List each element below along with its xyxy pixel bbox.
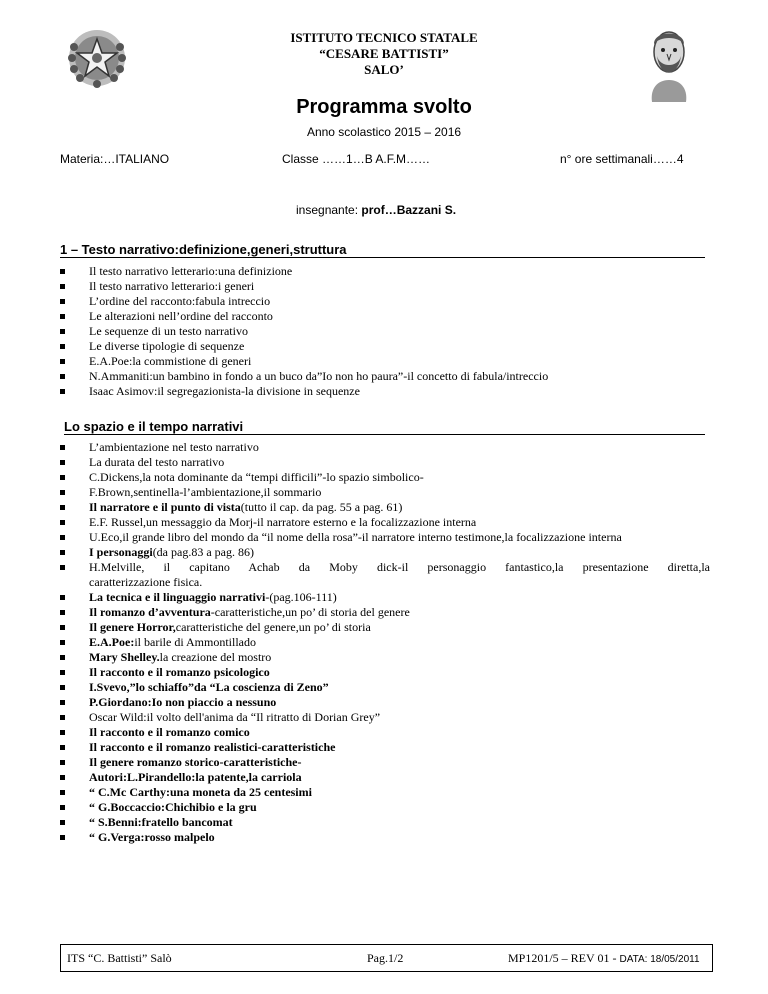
bullet-icon [60,655,65,660]
item-text: H.Melville, il capitano Achab da Moby dick-il personaggio fantastico,la presentazione diretta,la [89,560,710,574]
item-bold-text: Il racconto e il romanzo realistici-caratteristiche [89,740,336,754]
school-year: Anno scolastico 2015 – 2016 [306,125,462,139]
item-text: (tutto il cap. da pag. 55 a pag. 61) [240,500,403,514]
bullet-icon [60,805,65,810]
school-line-3: SALO’ [364,62,404,77]
list-item [60,830,710,845]
item-bold-text: Il narratore e il punto di vista [89,500,241,514]
list-item [60,279,710,294]
list-item [60,354,710,369]
bullet-icon [60,700,65,705]
bullet-icon [60,670,65,675]
bullet-icon [60,269,65,274]
item-text: L’ambientazione nel testo narrativo [89,440,259,454]
school-line-2: “CESARE BATTISTI” [319,46,449,61]
cesare-battisti-portrait-icon [640,22,698,104]
list-item [60,695,710,710]
footer-school: ITS “C. Battisti” Salò [67,951,172,965]
item-text: Le alterazioni nell’ordine del racconto [89,309,273,323]
item-bold-text: Il racconto e il romanzo psicologico [89,665,270,679]
list-item [60,635,710,650]
bullet-icon [60,374,65,379]
footer-date: DATA: 18/05/2011 [619,954,700,965]
bullet-icon [60,535,65,540]
bullet-icon [60,520,65,525]
bullet-icon [60,329,65,334]
footer-page-number: Pag.1/2 [367,951,404,965]
bullet-icon [60,389,65,394]
list-item [60,725,710,740]
section-list [60,440,710,845]
list-item [60,530,710,545]
item-text: Oscar Wild:il volto dell'anima da “Il ritratto di Dorian Grey” [89,710,381,724]
item-text: caratteristiche del genere,un po’ di storia [175,620,371,634]
list-item [60,680,710,695]
list-item [60,770,710,785]
item-text: Le sequenze di un testo narrativo [89,324,248,338]
list-item [60,309,710,324]
list-item [60,815,710,830]
bullet-icon [60,284,65,289]
list-item [60,710,710,725]
bullet-icon [60,314,65,319]
item-bold-text: “ G.Boccaccio:Chichibio e la gru [89,800,257,814]
bullet-icon [60,685,65,690]
item-bold-text: I personaggi [89,545,153,559]
list-item [60,515,710,530]
footer-document-code [508,951,700,966]
list-item [60,605,710,620]
item-bold-text: Il genere romanzo storico-caratteristiche- [89,755,302,769]
bullet-icon [60,760,65,765]
list-item [60,620,710,635]
bullet-icon [60,565,65,570]
list-item [60,369,710,384]
bullet-icon [60,790,65,795]
section-list [60,264,710,399]
list-item [60,485,710,500]
list-item [60,755,710,770]
page-footer [60,944,713,972]
bullet-icon [60,550,65,555]
item-bold-text: “ C.Mc Carthy:una moneta da 25 centesimi [89,785,312,799]
page-title: Programma svolto [296,96,472,118]
item-text: -(pag.106-111) [265,590,337,604]
bullet-icon [60,745,65,750]
item-text: Il testo narrativo letterario:una definizione [89,264,293,278]
bullet-icon [60,715,65,720]
item-text-continued: caratterizzazione fisica. [89,575,203,589]
bullet-icon [60,505,65,510]
item-text: La durata del testo narrativo [89,455,225,469]
item-text: C.Dickens,la nota dominante da “tempi difficili”-lo spazio simbolico- [89,470,424,484]
item-text: N.Ammaniti:un bambino in fondo a un buco da”Io non ho paura”-il concetto di fabula/intreccio [89,369,549,383]
item-text: Il testo narrativo letterario:i generi [89,279,255,293]
item-text: U.Eco,il grande libro del mondo da “il nome della rosa”-il narratore interno testimone,la focalizzazione interna [89,530,622,544]
item-bold-text: Il romanzo d’avventura [89,605,211,619]
list-item [60,294,710,309]
list-item [60,264,710,279]
bullet-icon [60,299,65,304]
italian-republic-emblem-icon [66,27,128,89]
subject-field: Materia:…ITALIANO [60,152,170,166]
item-text: la creazione del mostro [159,650,272,664]
weekly-hours-field: n° ore settimanali……4 [560,152,684,166]
item-bold-text: Il racconto e il romanzo comico [89,725,250,739]
teacher-field [296,203,456,217]
bullet-icon [60,610,65,615]
section-heading: 1 – Testo narrativo:definizione,generi,struttura [60,242,705,258]
list-item [60,800,710,815]
bullet-icon [60,640,65,645]
teacher-label: insegnante: [296,203,362,217]
bullet-icon [60,490,65,495]
list-item [60,590,710,605]
teacher-name: prof…Bazzani S. [361,203,457,217]
item-bold-text: Mary Shelley. [89,650,160,664]
item-text: Le diverse tipologie di sequenze [89,339,245,353]
list-item [60,785,710,800]
item-text: -caratteristiche,un po’ di storia del genere [210,605,410,619]
bullet-icon [60,625,65,630]
item-text: E.A.Poe:la commistione di generi [89,354,252,368]
list-item [60,324,710,339]
bullet-icon [60,460,65,465]
bullet-icon [60,595,65,600]
item-text: L’ordine del racconto:fabula intreccio [89,294,271,308]
item-bold-text: E.A.Poe: [89,635,135,649]
list-item [60,470,710,485]
bullet-icon [60,445,65,450]
list-item [60,455,710,470]
bullet-icon [60,475,65,480]
list-item [60,545,710,560]
list-item [60,440,710,455]
bullet-icon [60,775,65,780]
item-text: il barile di Ammontillado [134,635,256,649]
bullet-icon [60,730,65,735]
bullet-icon [60,820,65,825]
item-bold-text: “ S.Benni:fratello bancomat [89,815,233,829]
list-item [60,500,710,515]
school-line-1: ISTITUTO TECNICO STATALE [290,30,478,45]
list-item [60,665,710,680]
list-item [60,650,710,665]
item-bold-text: P.Giordano:Io non piaccio a nessuno [89,695,277,709]
bullet-icon [60,835,65,840]
section-heading: Lo spazio e il tempo narrativi [64,419,705,435]
footer-code: MP1201/5 – REV 01 - [508,951,620,965]
bullet-icon [60,359,65,364]
item-text: Isaac Asimov:il segregazionista-la divisione in sequenze [89,384,360,398]
item-bold-text: Il genere Horror, [89,620,176,634]
item-bold-text: I.Svevo,”lo schiaffo”da “La coscienza di Zeno” [89,680,329,694]
bullet-icon [60,344,65,349]
item-bold-text: La tecnica e il linguaggio narrativi [89,590,266,604]
list-item [60,740,710,755]
item-text: F.Brown,sentinella-l’ambientazione,il sommario [89,485,322,499]
list-item [60,339,710,354]
item-text: E.F. Russel,un messaggio da Morj-il narratore esterno e la focalizzazione interna [89,515,477,529]
item-text: (da pag.83 a pag. 86) [152,545,254,559]
list-item [60,384,710,399]
item-bold-text: Autori:L.Pirandello:la patente,la carriola [89,770,302,784]
item-bold-text: “ G.Verga:rosso malpelo [89,830,215,844]
list-item [60,560,710,590]
class-field: Classe ……1…B A.F.M…… [282,152,431,166]
